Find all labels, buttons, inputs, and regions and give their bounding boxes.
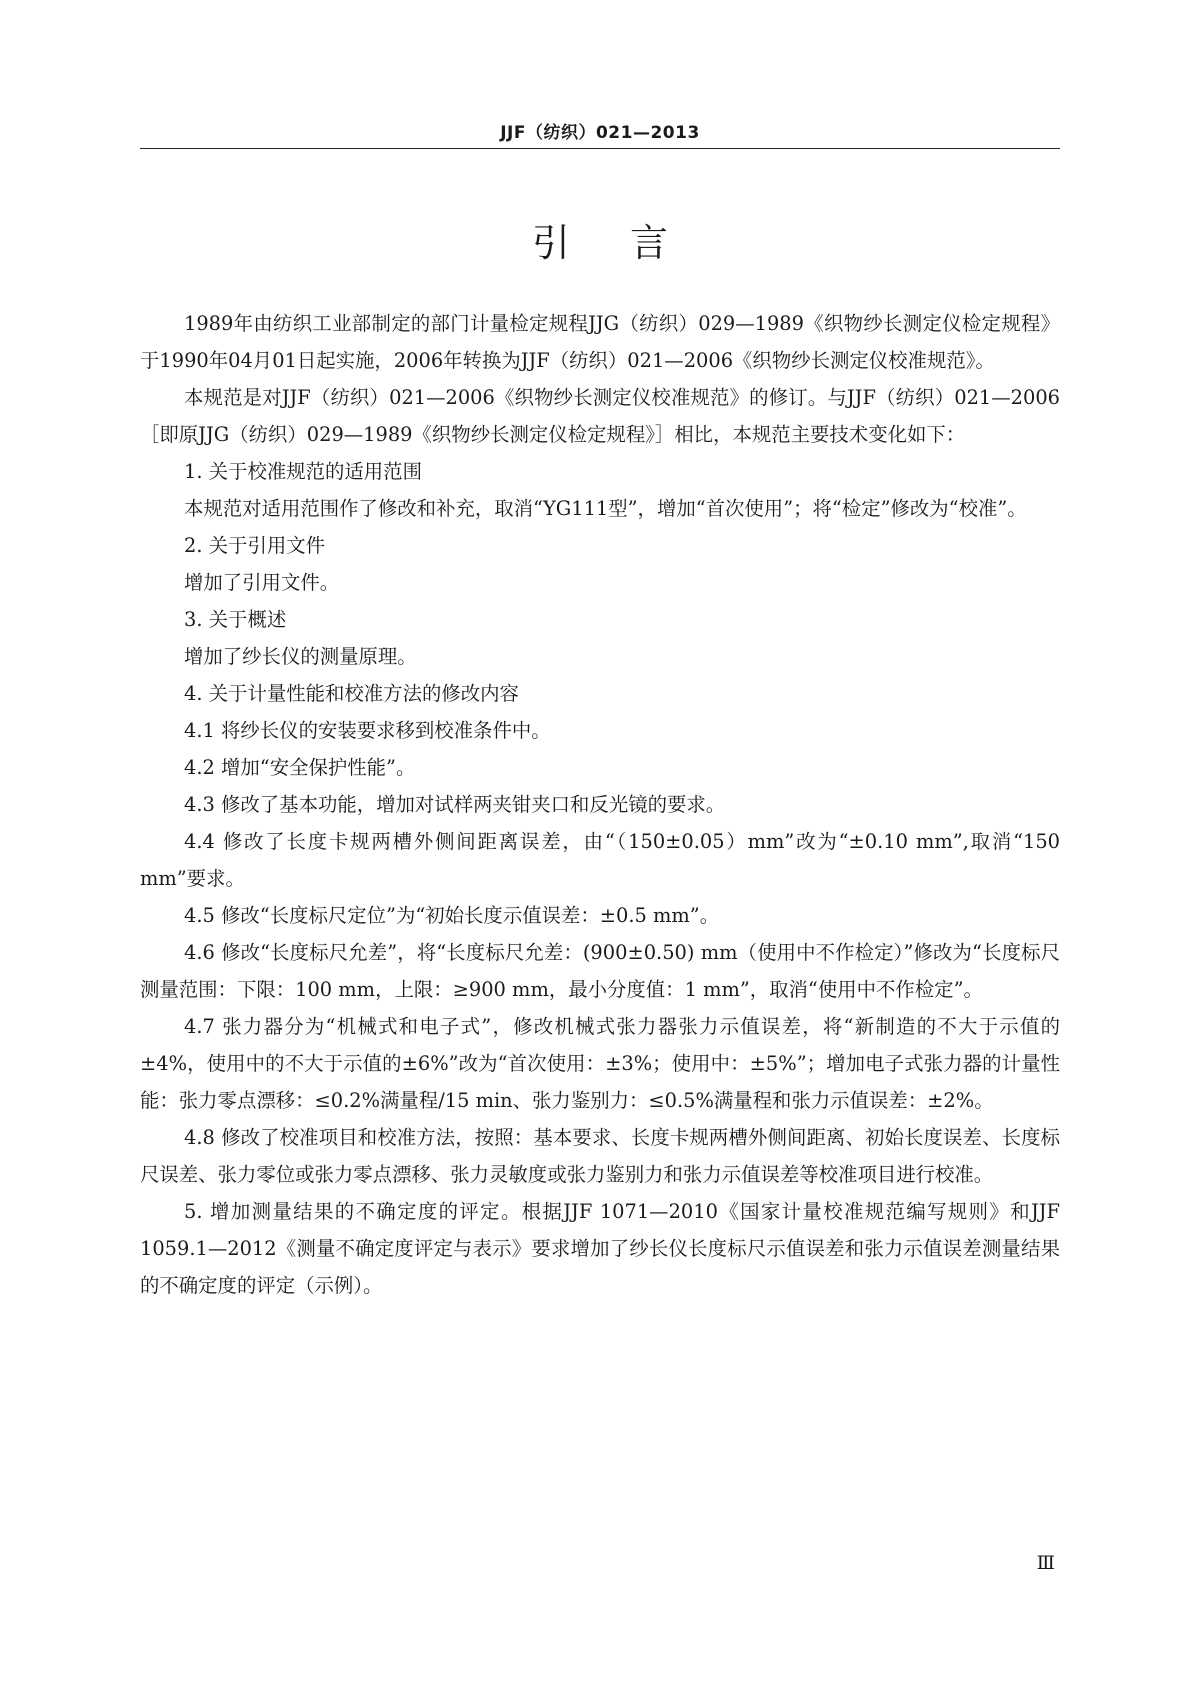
page-number: Ⅲ bbox=[1036, 1552, 1055, 1574]
paragraph: 4.4 修改了长度卡规两槽外侧间距离误差，由“（150±0.05）mm”改为“±0.10 mm”,取消“150 mm”要求。 bbox=[140, 830, 1060, 890]
paragraph: 本规范是对JJF（纺织）021—2006《织物纱长测定仪校准规范》的修订。与JJF（纺织）021—2006［即原JJG（纺织）029—1989《织物纱长测定仪检定规程》］相比，本规范主要技术变化如下： bbox=[140, 386, 1060, 446]
paragraph: 增加了纱长仪的测量原理。 bbox=[184, 645, 417, 668]
body-text bbox=[140, 305, 1060, 1304]
section-heading: 3. 关于概述 bbox=[184, 608, 287, 631]
page-title: 引言 bbox=[531, 221, 728, 265]
paragraph: 4.3 修改了基本功能，增加对试样两夹钳夹口和反光镜的要求。 bbox=[184, 793, 726, 816]
paragraph: 1989年由纺织工业部制定的部门计量检定规程JJG（纺织）029—1989《织物纱长测定仪检定规程》于1990年04月01日起实施，2006年转换为JJF（纺织）021—2006《织物纱长测定仪校准规范》。 bbox=[140, 312, 1060, 372]
paragraph: 增加了引用文件。 bbox=[184, 571, 340, 594]
paragraph: 本规范对适用范围作了修改和补充，取消“YG111型”，增加“首次使用”；将“检定”修改为“校准”。 bbox=[184, 497, 1027, 520]
section-heading: 4. 关于计量性能和校准方法的修改内容 bbox=[184, 682, 519, 705]
paragraph: 4.5 修改“长度标尺定位”为“初始长度示值误差：±0.5 mm”。 bbox=[184, 904, 720, 927]
paragraph: 5. 增加测量结果的不确定度的评定。根据JJF 1071—2010《国家计量校准规范编写规则》和JJF 1059.1—2012《测量不确定度评定与表示》要求增加了纱长仪长度标尺示值误差和张力示值误差测量结果的不确定度的评定（示例）。 bbox=[140, 1200, 1060, 1297]
running-header: JJF（纺织）021—2013 bbox=[500, 123, 700, 143]
section-heading: 1. 关于校准规范的适用范围 bbox=[184, 460, 422, 483]
header-rule bbox=[140, 148, 1060, 149]
paragraph: 4.6 修改“长度标尺允差”，将“长度标尺允差：(900±0.50) mm（使用中不作检定）”修改为“长度标尺测量范围：下限：100 mm，上限：≥900 mm，最小分度值：1 mm”，取消“使用中不作检定”。 bbox=[140, 941, 1060, 1001]
paragraph: 4.1 将纱长仪的安装要求移到校准条件中。 bbox=[184, 719, 551, 742]
paragraph: 4.7 张力器分为“机械式和电子式”，修改机械式张力器张力示值误差，将“新制造的不大于示值的±4%，使用中的不大于示值的±6%”改为“首次使用：±3%；使用中：±5%”；增加电子式张力器的计量性能：张力零点漂移：≤0.2%满量程/15 min、张力鉴别力：≤0.5%满量程和张力示值误差：±2%。 bbox=[140, 1015, 1060, 1112]
section-heading: 2. 关于引用文件 bbox=[184, 534, 326, 557]
paragraph: 4.8 修改了校准项目和校准方法，按照：基本要求、长度卡规两槽外侧间距离、初始长度误差、长度标尺误差、张力零位或张力零点漂移、张力灵敏度或张力鉴别力和张力示值误差等校准项目进行校准。 bbox=[140, 1126, 1060, 1186]
paragraph: 4.2 增加“安全保护性能”。 bbox=[184, 756, 416, 779]
